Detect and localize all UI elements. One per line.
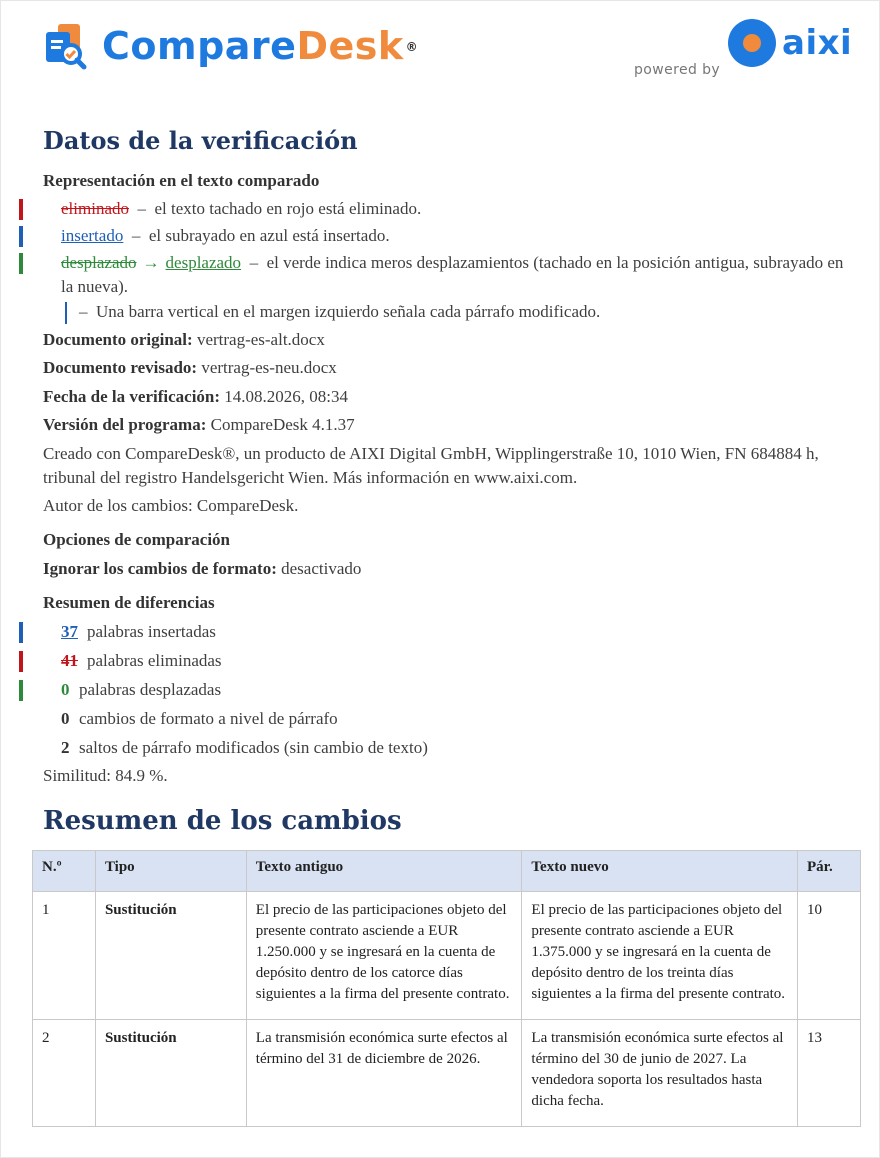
deleted-description: el texto tachado en rojo está eliminado. [154,199,422,218]
change-bar-red [19,651,23,672]
legend-bar [61,300,852,324]
cell-type: Sustitución [95,892,246,1020]
change-bar-blue [19,622,23,643]
date-label: Fecha de la verificación: [43,387,221,406]
cell-paragraph: 13 [798,1020,861,1127]
date-value: 14.08.2026, 08:34 [224,387,349,406]
legend-dash: – [249,253,259,272]
document-compare-icon [44,22,88,70]
legend-dash: – [137,199,146,218]
deleted-label: palabras eliminadas [87,651,222,670]
logo-word-desk: Desk [296,24,404,68]
legend-heading: Representación en el texto comparado [43,171,320,190]
column-header-paragraph: Pár. [798,851,861,892]
powered-by-label: powered by [634,62,721,78]
summary-format [61,707,852,731]
format-label: cambios de formato a nivel de párrafo [79,709,338,728]
deleted-sample: eliminado [61,199,129,218]
ignore-format-option [43,557,852,581]
summary-moved [61,678,852,702]
cell-number: 2 [33,1020,96,1127]
created-with-note: Creado con CompareDesk®, un producto de AIXI Digital GmbH, Wipplingerstraße 10, 1010 Wien, FN 684884 h, tribunal del registro Handelsgericht Wien. Más información en www.aixi.com. [43,444,819,487]
cell-type: Sustitución [95,1020,246,1127]
inserted-count: 37 [61,622,78,641]
ignore-format-label: Ignorar los cambios de formato: [43,559,277,578]
breaks-count: 2 [61,738,70,757]
original-document [43,328,852,352]
change-bar-blue [19,226,23,247]
moved-new-sample: desplazado [165,253,242,272]
change-bar-green [19,253,23,274]
moved-old-sample: desplazado [61,253,137,272]
verification-title: Datos de la verificación [43,126,358,155]
table-row [33,892,861,1020]
ignore-format-value: desactivado [281,559,362,578]
breaks-label: saltos de párrafo modificados (sin cambio de texto) [79,738,428,757]
change-bar-green [19,680,23,701]
summary-heading: Resumen de diferencias [43,593,215,612]
cell-paragraph: 10 [798,892,861,1020]
similarity: Similitud: 84.9 %. [43,766,168,785]
cell-old-text: La transmisión económica surte efectos al término del 31 de diciembre de 2026. [246,1020,522,1127]
table-header-row [33,851,861,892]
column-header-new-text: Texto nuevo [522,851,798,892]
column-header-number: N.º [33,851,96,892]
cell-number: 1 [33,892,96,1020]
changes-table [32,850,861,1127]
comparedesk-logo [44,18,418,74]
revised-label: Documento revisado: [43,358,198,377]
summary-inserted [61,620,852,644]
column-header-type: Tipo [95,851,246,892]
legend-dash: – [131,226,141,245]
moved-description: el verde indica meros desplazamientos (tachado en la posición antigua, subrayado en la nueva). [61,253,844,296]
author-note: Autor de los cambios: CompareDesk. [43,496,299,515]
version-value: CompareDesk 4.1.37 [210,415,355,434]
registered-mark: ® [405,40,418,54]
moved-label: palabras desplazadas [79,680,222,699]
legend-dash: – [79,302,88,321]
changes-title: Resumen de los cambios [43,806,402,836]
logo-word-compare: Compare [102,24,297,68]
aixi-wordmark: aixi [782,23,853,63]
revised-document [43,356,852,380]
inserted-description: el subrayado en azul está insertado. [148,226,390,245]
deleted-count: 41 [61,651,78,670]
format-count: 0 [61,709,70,728]
moved-count: 0 [61,680,70,699]
legend-moved [61,251,856,299]
legend-inserted [61,224,852,248]
verification-date [43,385,852,409]
bar-description: Una barra vertical en el margen izquierdo señala cada párrafo modificado. [96,302,601,321]
inserted-sample: insertado [61,226,124,245]
margin-bar-sample [65,302,67,324]
legend-deleted [61,197,852,221]
summary-deleted [61,649,852,673]
version-label: Versión del programa: [43,415,207,434]
program-version [43,413,852,437]
column-header-old-text: Texto antiguo [246,851,522,892]
cell-new-text: La transmisión económica surte efectos al término del 30 de junio de 2027. La vendedora soporta los resultados hasta dicha fecha. [522,1020,798,1127]
options-heading: Opciones de comparación [43,530,230,549]
original-label: Documento original: [43,330,193,349]
change-bar-red [19,199,23,220]
table-row [33,1020,861,1127]
summary-breaks [61,736,852,760]
logo-wordmark [102,24,404,68]
moved-arrow: → [142,253,160,272]
revised-value: vertrag-es-neu.docx [201,358,337,377]
aixi-logo [728,19,852,67]
aixi-dot-icon [728,19,776,67]
cell-new-text: El precio de las participaciones objeto del presente contrato asciende a EUR 1.375.000 y se ingresará en la cuenta de depósito dentro de los treinta días siguientes a la firma del presente contrato. [522,892,798,1020]
cell-old-text: El precio de las participaciones objeto del presente contrato asciende a EUR 1.250.000 y se ingresará en la cuenta de depósito dentro de los catorce días siguientes a la firma del presente contrato. [246,892,522,1020]
original-value: vertrag-es-alt.docx [196,330,325,349]
inserted-label: palabras insertadas [87,622,216,641]
